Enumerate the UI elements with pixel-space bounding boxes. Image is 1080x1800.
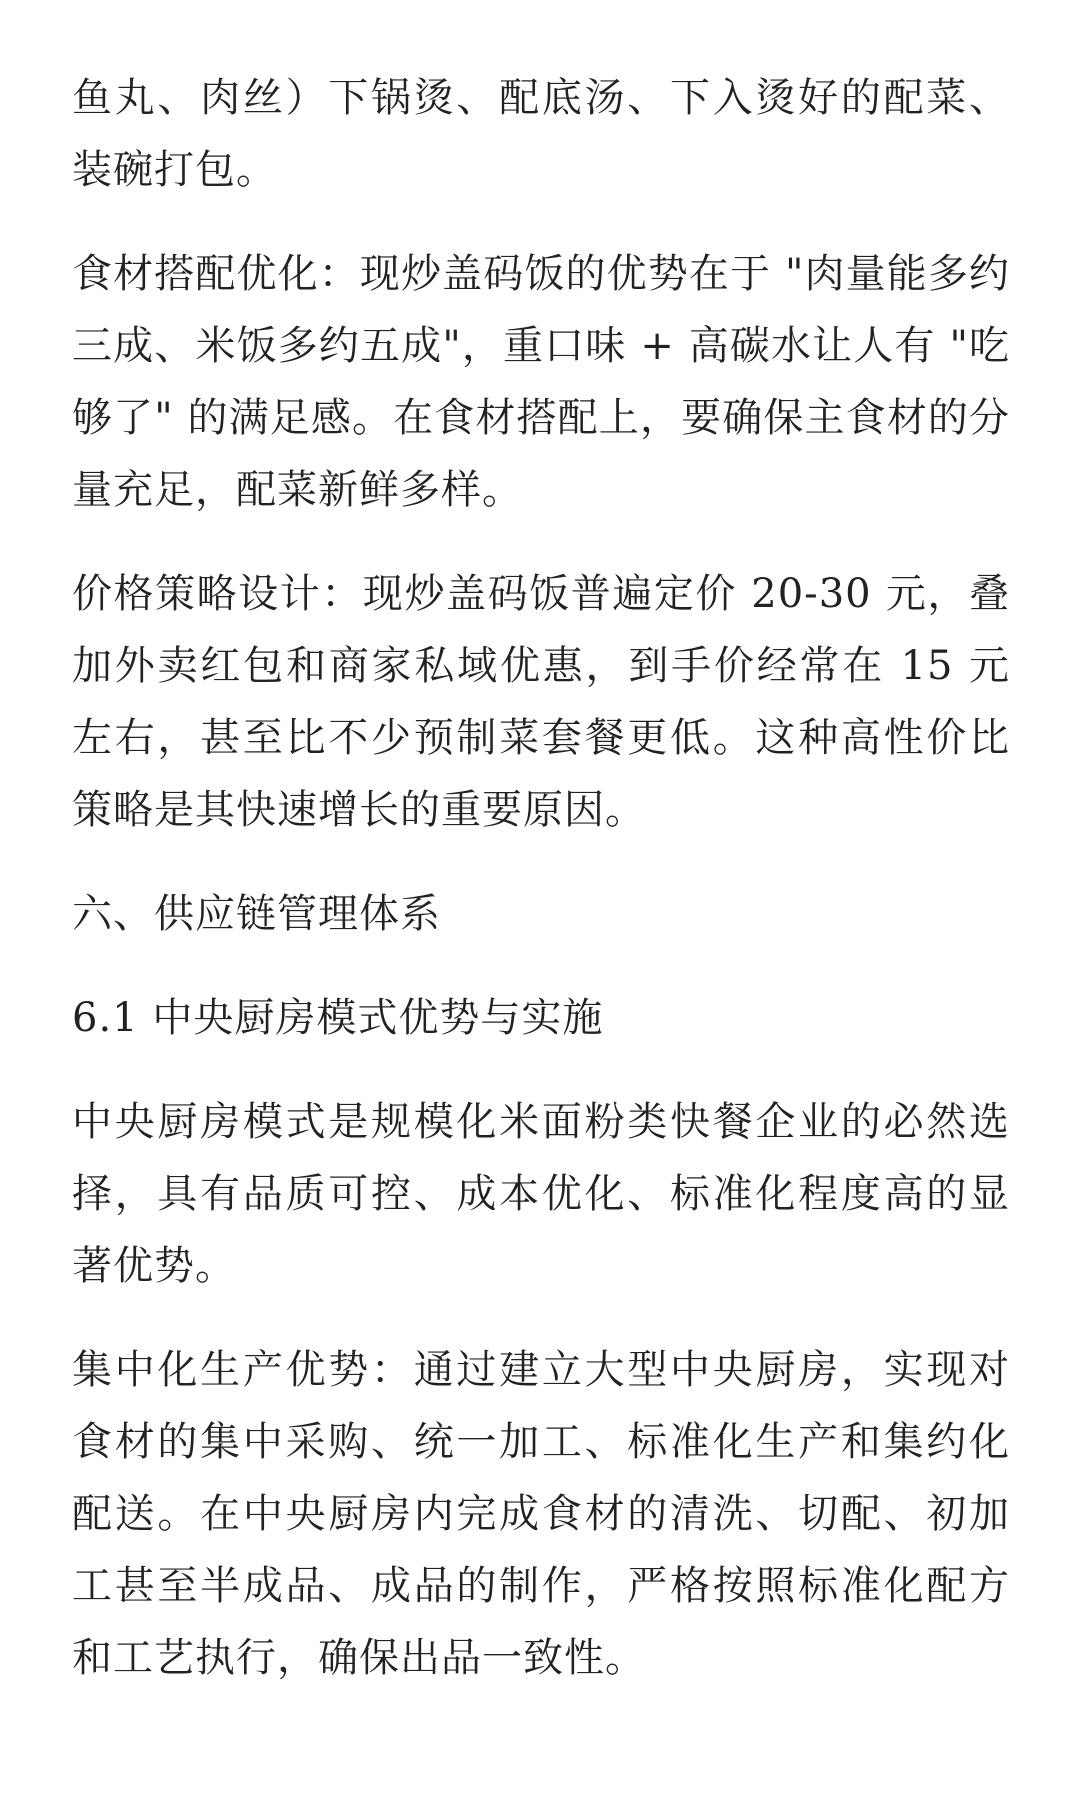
section-heading-supply-chain: 六、供应链管理体系 xyxy=(72,891,441,937)
paragraph-central-kitchen-intro: 中央厨房模式是规模化米面粉类快餐企业的必然选择，具有品质可控、成本优化、标准化程度高的显著优势。 xyxy=(72,1099,1010,1289)
paragraph-cooking-steps: 鱼丸、肉丝）下锅烫、配底汤、下入烫好的配菜、装碗打包。 xyxy=(72,75,1010,193)
paragraph-centralized-production: 集中化生产优势：通过建立大型中央厨房，实现对食材的集中采购、统一加工、标准化生产和集约化配送。在中央厨房内完成食材的清洗、切配、初加工甚至半成品、成品的制作，严格按照标准化配方和工艺执行，确保出品一致性。 xyxy=(72,1347,1010,1681)
paragraph-ingredient-optimization: 食材搭配优化：现炒盖码饭的优势在于 "肉量能多约三成、米饭多约五成"，重口味 + 高碳水让人有 "吃够了" 的满足感。在食材搭配上，要确保主食材的分量充足，配菜新鲜多样。 xyxy=(72,251,1010,513)
paragraph-pricing-strategy: 价格策略设计：现炒盖码饭普遍定价 20-30 元，叠加外卖红包和商家私域优惠，到手价经常在 15 元左右，甚至比不少预制菜套餐更低。这种高性价比策略是其快速增长的重要原因。 xyxy=(72,571,1010,833)
subsection-heading-central-kitchen: 6.1 中央厨房模式优势与实施 xyxy=(72,995,604,1041)
